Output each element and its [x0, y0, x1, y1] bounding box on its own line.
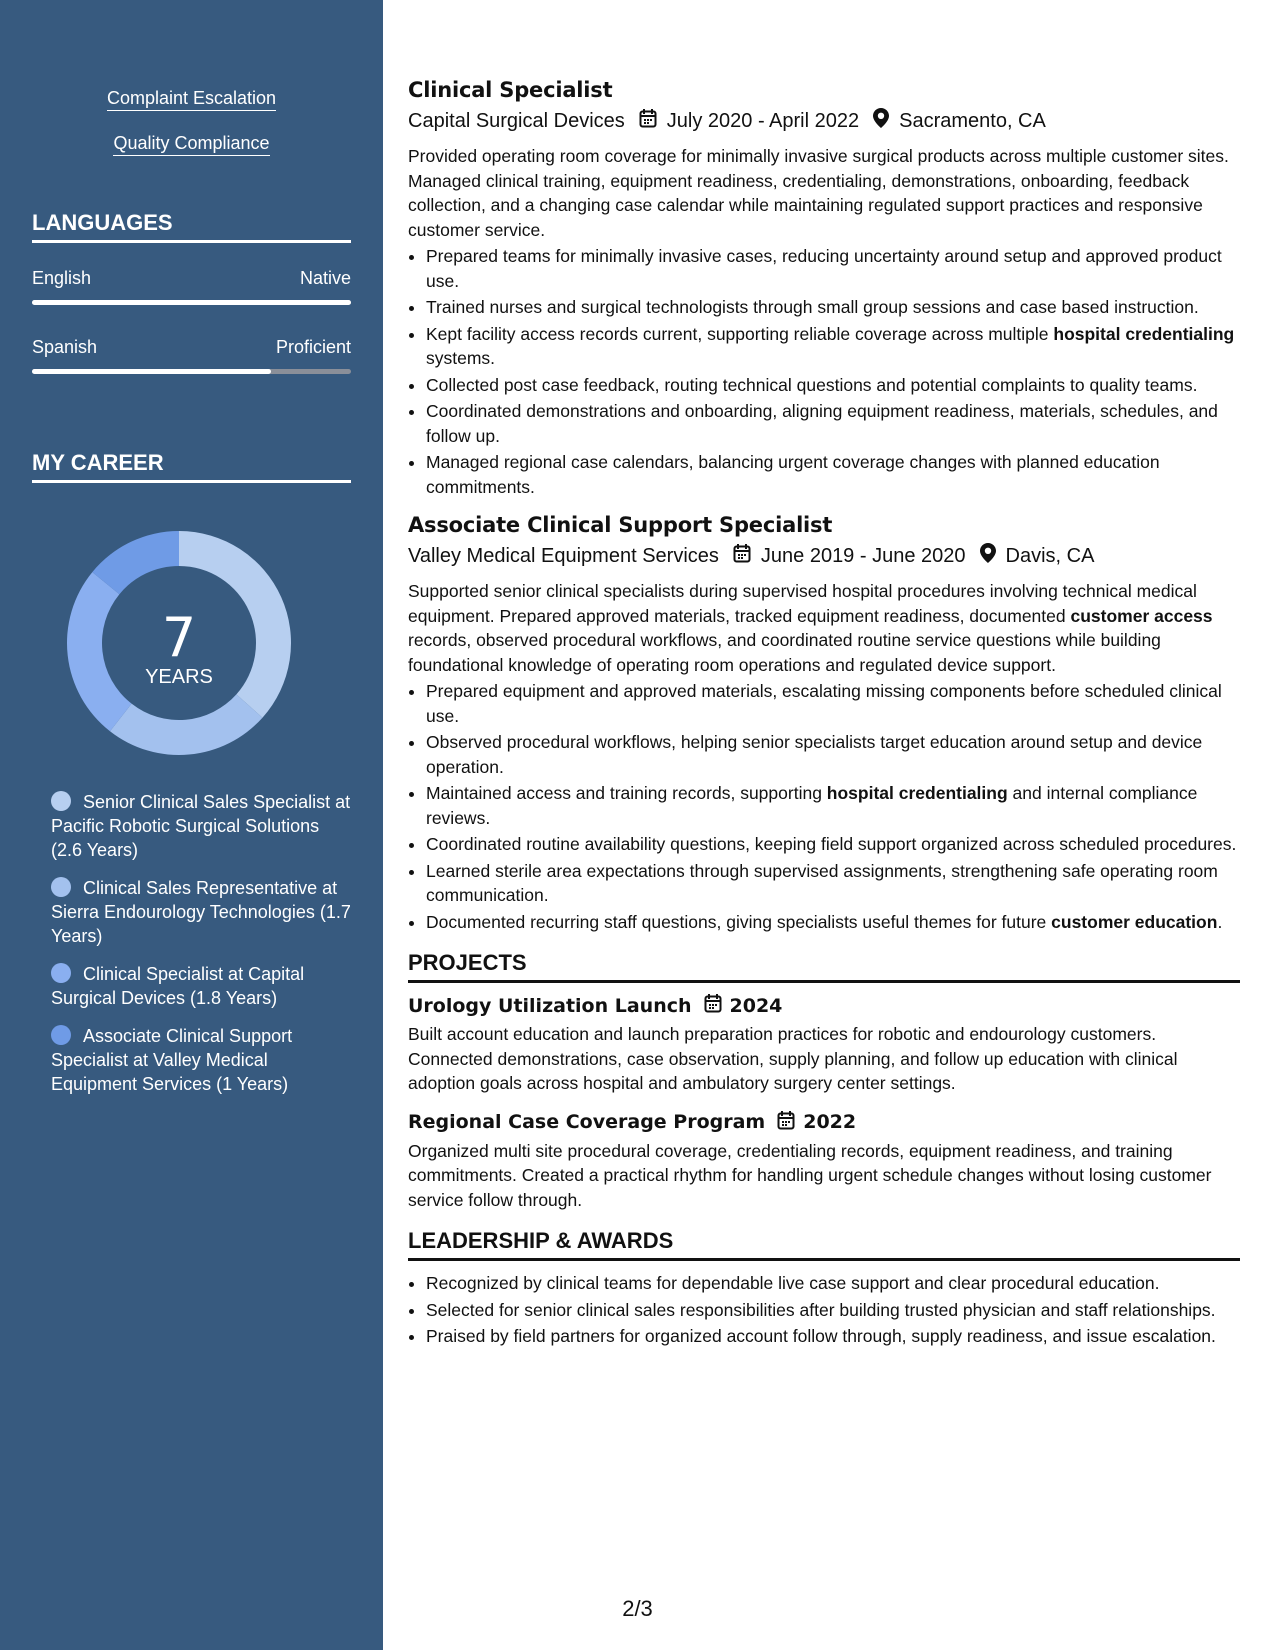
- career-item: Clinical Sales Representative at Sierra Endourology Technologies (1.7 Years): [51, 878, 351, 946]
- bullet-item: • Learned sterile area expectations through supervised assignments, strengthening safe operating room communication.: [426, 859, 1240, 908]
- language-bar: [32, 369, 351, 374]
- sidebar: [0, 0, 383, 1650]
- legend-dot-icon: [51, 791, 71, 811]
- job-bullets: [408, 244, 1240, 499]
- career-item: Associate Clinical Support Specialist at Valley Medical Equipment Services (1 Years): [51, 1026, 293, 1094]
- experience-entry: [408, 513, 1240, 934]
- project-year: 2022: [803, 1111, 857, 1133]
- legend-dot-icon: [51, 1025, 71, 1045]
- language-bar: [32, 300, 351, 305]
- calendar-icon: [777, 1110, 795, 1135]
- language-row: [32, 268, 351, 289]
- job-dates: June 2019 - June 2020: [760, 544, 966, 567]
- job-title: Clinical Specialist: [408, 78, 613, 102]
- career-donut-chart: [0, 520, 383, 770]
- experience-entry: [408, 78, 1240, 499]
- bullet-item: • Coordinated routine availability questions, keeping field support organized across scheduled procedures.: [426, 832, 1240, 857]
- language-name: English: [32, 268, 92, 288]
- bullet-item: • Observed procedural workflows, helping senior specialists target education around setup and device operation.: [426, 730, 1240, 779]
- bullet-item: • Collected post case feedback, routing technical questions and potential complaints to quality teams.: [426, 373, 1240, 398]
- language-level: Native: [299, 268, 351, 288]
- career-list: [51, 790, 351, 1110]
- company-name: Valley Medical Equipment Services: [408, 544, 719, 567]
- map-pin-icon: [873, 108, 889, 134]
- language-bar-fill: [32, 369, 271, 374]
- language-bar-fill: [32, 300, 351, 305]
- language-name: Spanish: [32, 337, 98, 357]
- job-location: Davis, CA: [1005, 544, 1095, 567]
- main-content: [408, 78, 1240, 1359]
- awards-heading: LEADERSHIP & AWARDS: [408, 1228, 1240, 1261]
- bullet-item: • Praised by field partners for organized account follow through, supply readiness, and issue escalation.: [426, 1324, 1240, 1349]
- page-number: 2/3: [622, 1596, 653, 1621]
- skill-item[interactable]: Complaint Escalation: [0, 88, 383, 109]
- projects-heading: PROJECTS: [408, 950, 1240, 983]
- job-summary: Supported senior clinical specialists during supervised hospital procedures involving technical medical equipment. Prepared approved materials, tracked equipment readiness, documented customer access records, observed procedural workflows, and coordinated routine service questions while building foundational knowledge of operating room operations and regulated device support.: [408, 581, 1213, 675]
- project-description: Built account education and launch preparation practices for robotic and endourology customers. Connected demonstrations, case observation, supply planning, and follow up education with clinical adoption goals across hospital and ambulatory surgery center settings.: [408, 1024, 1178, 1093]
- bullet-item: • Recognized by clinical teams for dependable live case support and clear procedural education.: [426, 1271, 1240, 1296]
- project-entry: [408, 1110, 1240, 1213]
- skill-item[interactable]: Quality Compliance: [0, 133, 383, 154]
- bullet-item: • Selected for senior clinical sales responsibilities after building trusted physician and staff relationships.: [426, 1298, 1240, 1323]
- company-name: Capital Surgical Devices: [408, 109, 625, 132]
- map-pin-icon: [980, 543, 996, 569]
- project-title: Urology Utilization Launch: [408, 994, 692, 1017]
- donut-slice: [110, 694, 262, 755]
- job-meta: [408, 543, 1240, 569]
- calendar-icon: [639, 108, 657, 134]
- project-title: Regional Case Coverage Program: [408, 1111, 766, 1133]
- bullet-item: • Kept facility access records current, supporting reliable coverage across multiple hospital credentialing systems.: [426, 322, 1240, 371]
- project-year: 2024: [729, 994, 783, 1017]
- bullet-item: • Coordinated demonstrations and onboarding, aligning equipment readiness, materials, schedules, and follow up.: [426, 399, 1240, 448]
- calendar-icon: [704, 993, 722, 1018]
- job-location: Sacramento, CA: [899, 109, 1046, 132]
- job-meta: [408, 108, 1240, 134]
- project-title-row: [408, 1110, 1240, 1135]
- calendar-icon: [733, 543, 751, 569]
- bullet-item: • Documented recurring staff questions, giving specialists useful themes for future customer education.: [426, 910, 1240, 935]
- bullet-item: • Trained nurses and surgical technologists through small group sessions and case based instruction.: [426, 295, 1240, 320]
- bullet-item: • Prepared equipment and approved materials, escalating missing components before scheduled clinical use.: [426, 679, 1240, 728]
- career-item: Senior Clinical Sales Specialist at Pacific Robotic Surgical Solutions (2.6 Years): [51, 792, 351, 860]
- job-summary: Provided operating room coverage for minimally invasive surgical products across multiple customer sites. Managed clinical training, equipment readiness, credentialing, demonstrations, onboarding, feedback collection, and a changing case calendar while maintaining regulated support practices and responsive customer service.: [408, 146, 1229, 240]
- language-row: [32, 337, 351, 358]
- bullet-item: • Prepared teams for minimally invasive cases, reducing uncertainty around setup and approved product use.: [426, 244, 1240, 293]
- job-bullets: [408, 679, 1240, 934]
- career-total: 7: [161, 606, 197, 669]
- donut-slice: [67, 572, 132, 731]
- project-entry: [408, 993, 1240, 1096]
- career-unit: YEARS: [145, 666, 213, 688]
- legend-dot-icon: [51, 963, 71, 983]
- bullet-item: • Maintained access and training records, supporting hospital credentialing and internal compliance reviews.: [426, 781, 1240, 830]
- project-title-row: [408, 993, 1240, 1018]
- career-item: Clinical Specialist at Capital Surgical Devices (1.8 Years): [51, 964, 305, 1008]
- legend-dot-icon: [51, 877, 71, 897]
- job-title: Associate Clinical Support Specialist: [408, 513, 833, 537]
- languages-heading: LANGUAGES: [32, 210, 351, 243]
- awards-list: [408, 1271, 1240, 1349]
- job-dates: July 2020 - April 2022: [666, 109, 860, 132]
- career-heading: MY CAREER: [32, 450, 351, 483]
- bullet-item: • Managed regional case calendars, balancing urgent coverage changes with planned education commitments.: [426, 450, 1240, 499]
- language-level: Proficient: [275, 337, 351, 357]
- project-description: Organized multi site procedural coverage, credentialing records, equipment readiness, and training commitments. Created a practical rhythm for handling urgent schedule changes without losing customer service follow through.: [408, 1140, 1212, 1210]
